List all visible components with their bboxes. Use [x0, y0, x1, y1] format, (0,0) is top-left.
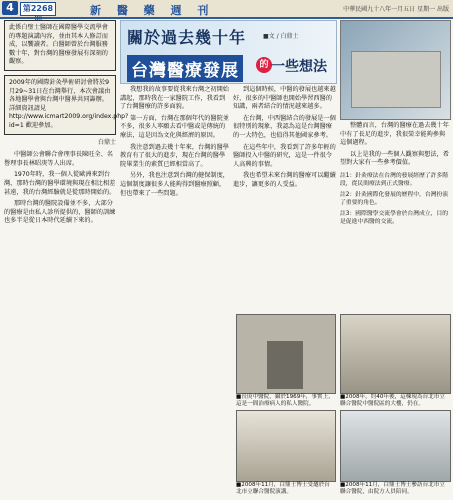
photo-visit — [340, 410, 451, 482]
footnote: 註1：針灸療法在台灣的發展經歷了許多階段，從民間療法到正式醫療。 — [340, 172, 449, 187]
title-line-1: 關於過去幾十年 — [127, 28, 247, 47]
title-line-2: 台灣醫療發展 — [127, 55, 243, 82]
paragraph: 第一方面，台灣在那個年代的醫院並不多，很多人寧願去看中醫或是傳統的療法，這是因為文化與經濟的原因。 — [120, 114, 229, 139]
doorway-icon — [267, 341, 303, 389]
paragraph: 在台灣，中西醫結合的發展是一個很特別的現象，我認為這是台灣醫療的一大特色，也值得其他國家參考。 — [233, 114, 336, 139]
photo-building-2008 — [340, 314, 451, 394]
paragraph: 以上是我的一些個人觀察與想法，希望對大家有一些參考價值。 — [340, 150, 449, 167]
title-circle: 的 — [256, 57, 272, 73]
caption-photo-3: ■2008年11月，白鼎士博士受邀於台北市立聯合醫院演講。 — [236, 482, 330, 495]
title-line-2-suffix: 一些想法 — [271, 59, 327, 75]
photo-lecture — [236, 410, 336, 482]
paragraph: 整體而言，台灣的醫療在過去幾十年中有了長足的進步，我很榮幸能夠參與這個過程。 — [340, 122, 449, 147]
issue-number: 第2268 — [20, 2, 56, 16]
caption-photo-4: ■2008年11月，白鼎士博士參訪台北市立聯合醫院，由院方人員陪同。 — [340, 482, 445, 495]
intro-box: 此係白璧士醫師在國際醫學交流學會的專題演講內容，並由其本人修訂而成，以饗讀者。白醫師曾於台灣服務數十年，對台灣的醫療發展有深刻的觀察。 — [4, 20, 116, 71]
page-number: 4 — [2, 1, 18, 15]
publication-date: 中華民國九十八年一月五日 星期一 出版 — [343, 6, 449, 13]
column-left — [4, 20, 129, 229]
paragraph: 1970年時，我一個人從歐洲來到台灣，那時台灣的醫學環境與現在相比相差甚遠，我的台灣經驗就是從那時開始的。 — [4, 171, 116, 196]
caption-photo-2: ■2008年，約40年後，這棟現為台北市立聯合醫院中醫院區的大樓，仍在。 — [340, 394, 445, 407]
building-icon — [351, 51, 441, 108]
paragraph: 在這些年中，我看到了許多年輕的醫師投入中醫的研究，這是一件很令人高興的事情。 — [233, 143, 336, 168]
caption-photo-1: ■長庚中醫院，攝於1969年，事實上，這是一間治療病人的私人醫院。 — [236, 394, 334, 407]
column-middle-2 — [233, 86, 337, 193]
author-credit: ■文 / 白鼎士 — [263, 33, 299, 40]
photo-hospital-1969 — [236, 314, 336, 394]
paragraph: 那時台灣的醫院設備並不多，大部分的醫療是由私人診所提供的，醫師的訓練也多半是從日本時代延續下來的。 — [4, 200, 116, 225]
footnote: 註3：國際醫學交流學會於台灣成立，目的是促進中西醫的交流。 — [340, 210, 449, 225]
column-right — [340, 122, 449, 229]
article-title-banner — [120, 20, 337, 84]
paragraph: 我想我的故事要從我來台灣之初開始講起，那時我在一家醫院工作，我看到了台灣醫療的許多面貌。 — [120, 86, 229, 111]
hospital-photo-top — [340, 20, 451, 120]
event-box: 2009年的國際針灸學術研討會將於9月29~31日在台灣舉行，本次會議由各地醫學會與台灣中醫界共同籌辦。詳細資訊請見 http://www.icmart2009.org/index.php?id=1 歡迎參加。 — [4, 75, 116, 135]
paragraph: 另外，我也注意到台灣的健保制度，這個制度讓很多人能夠得到醫療照顧，但也帶來了一些問題。 — [120, 172, 229, 197]
footnote: 註2：針灸國際化發展的歷程中，台灣扮演了重要的角色。 — [340, 191, 449, 206]
footnotes — [340, 172, 449, 226]
page-header — [0, 0, 453, 19]
masthead-title: 新 醫 藥 週 刊 — [90, 4, 215, 17]
paragraph: 我也希望未來台灣的醫療可以繼續進步，讓更多的人受益。 — [233, 172, 336, 188]
column-middle — [120, 86, 230, 201]
paragraph: 中醫師公會聯合會理事長陳旺全、名譽理事長林昭庚等人出席。 — [4, 151, 113, 167]
paragraph: 我注意到過去幾十年來，台灣的醫學教育有了很大的進步，現在台灣的醫學院畢業生的素質已經相當高了。 — [120, 143, 229, 168]
paragraph: 到這個時候，中醫的發展也越來越好，很多的中醫師也開始學習西醫的知識，兩者結合的情況越來越多。 — [233, 86, 336, 111]
byline: 白鼎士 — [97, 138, 116, 146]
